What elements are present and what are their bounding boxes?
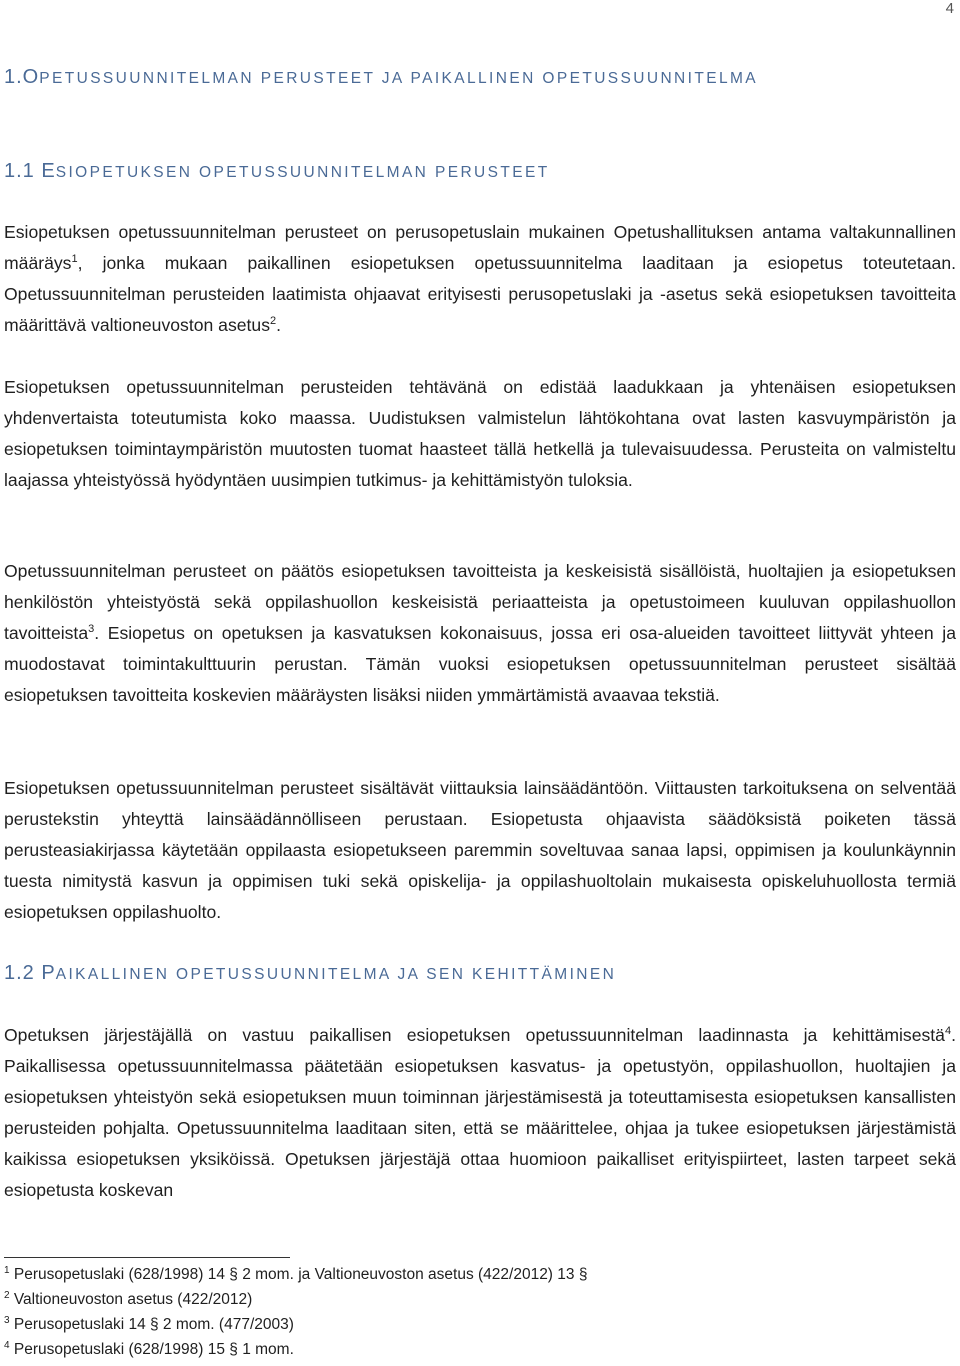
- section-heading-1-1-text: SIOPETUKSEN OPETUSSUUNNITELMAN PERUSTEET: [55, 164, 550, 181]
- section-heading-1-1-number: 1.1 E: [4, 160, 56, 182]
- paragraph-1-part-c: .: [276, 315, 282, 335]
- footnote-mark: 3: [4, 1315, 10, 1326]
- footnotes: [4, 1262, 904, 1362]
- footnote-mark: 2: [4, 1290, 10, 1301]
- footnote-1: [4, 1262, 904, 1287]
- paragraph-5-part-b: . Paikallisessa opetussuunnitelmassa päätetään esiopetuksen kasvatus- ja opetustyön, oppilashuollon, huoltajien ja esiopetuksen yhteistyön sekä esiopetuksen muun toiminnan järjestämisestä ja toteuttamisesta esiopetuksen kansallisten perusteiden pohjalta. Opetussuunnitelma laaditaan siten, että se määrittelee, ohjaa ja tukee esiopetuksen järjestämistä kaikissa esiopetuksen yksiköissä. Opetuksen järjestäjä ottaa huomioon paikalliset erityispiirteet, lasten tarpeet sekä esiopetusta koskevan: [4, 1025, 956, 1200]
- footnote-3: [4, 1312, 904, 1337]
- paragraph-1-part-b: , jonka mukaan paikallinen esiopetuksen opetussuunnitelma laaditaan ja esiopetus toteutetaan. Opetussuunnitelman perusteiden laatimista ohjaavat erityisesti perusopetuslaki ja -asetus sekä esiopetuksen tavoitteita määrittävä valtioneuvoston asetus: [4, 253, 956, 335]
- footnote-mark: 1: [4, 1265, 10, 1276]
- footnote-text: Perusopetuslaki (628/1998) 15 § 1 mom.: [9, 1341, 294, 1358]
- paragraph-2: Esiopetuksen opetussuunnitelman perusteiden tehtävänä on edistää laadukkaan ja yhtenäisen esiopetuksen yhdenvertaista toteutumista koko maassa. Uudistuksen valmistelun lähtökohtana ovat lasten kasvuympäristön ja esiopetuksen toimintaympäristön muutosten tuomat haasteet tällä hetkellä ja tulevaisuudessa. Perusteita on valmisteltu laajassa yhteistyössä hyödyntäen uusimpien tutkimus- ja kehittämistyön tuloksia.: [4, 377, 956, 490]
- paragraph-5-part-a: Opetuksen järjestäjällä on vastuu paikallisen esiopetuksen opetussuunnitelman laadinnasta ja kehittämisestä: [4, 1025, 945, 1045]
- section-heading-1-2: [4, 962, 616, 985]
- footnote-ref-1: 1: [71, 253, 78, 265]
- footnote-ref-4: 4: [944, 1025, 952, 1037]
- footnote-text: Perusopetuslaki (628/1998) 14 § 2 mom. ja Valtioneuvoston asetus (422/2012) 13 §: [9, 1266, 588, 1283]
- paragraph-1-part-a: Esiopetuksen opetussuunnitelman perusteet on perusopetuslain mukainen Opetushallituksen antama valtakunnallinen määräys: [4, 222, 956, 273]
- paragraph-3-part-b: . Esiopetus on opetuksen ja kasvatuksen kokonaisuus, jossa eri osa-alueiden tavoitteet liittyvät yhteen ja muodostavat toimintakulttuurin perustan. Tämän vuoksi esiopetuksen opetussuunnitelman perusteet sisältää esiopetuksen tavoitteita koskevien määräysten lisäksi niiden ymmärtämistä avaavaa tekstiä.: [4, 623, 956, 705]
- footnote-text: Perusopetuslaki 14 § 2 mom. (477/2003): [9, 1316, 294, 1333]
- paragraph-1: [4, 217, 956, 341]
- footnote-ref-2: 2: [270, 315, 277, 327]
- footnote-divider: [4, 1257, 290, 1258]
- section-heading-1-1: [4, 160, 550, 183]
- chapter-heading: [4, 66, 758, 89]
- footnote-text: Valtioneuvoston asetus (422/2012): [9, 1291, 253, 1308]
- footnote-ref-3: 3: [88, 623, 95, 635]
- section-heading-1-2-text: AIKALLINEN OPETUSSUUNNITELMA JA SEN KEHITTÄMINEN: [55, 966, 617, 983]
- chapter-heading-text: PETUSSUUNNITELMAN PERUSTEET JA PAIKALLINEN OPETUSSUUNNITELMA: [39, 70, 759, 87]
- paragraph-3: [4, 556, 956, 711]
- footnote-4: [4, 1337, 904, 1362]
- paragraph-3-part-a: Opetussuunnitelman perusteet on päätös esiopetuksen tavoitteista ja keskeisistä sisällöistä, huoltajien ja esiopetuksen henkilöstön yhteistyöstä sekä oppilashuollon keskeisistä periaatteista ja opetustoimeen kuuluvan oppilashuollon tavoitteista: [4, 561, 956, 643]
- chapter-heading-number: 1.O: [4, 66, 40, 88]
- paragraph-5: [4, 1020, 956, 1206]
- page-number: 4: [945, 0, 954, 17]
- footnote-mark: 4: [4, 1340, 10, 1351]
- paragraph-4: Esiopetuksen opetussuunnitelman perusteet sisältävät viittauksia lainsäädäntöön. Viittausten tarkoituksena on selventää perustekstin yhteyttä lainsäädännölliseen perustaan. Esiopetusta ohjaavista säädöksistä poiketen tässä perusteasiakirjassa käytetään oppilaasta esiopetukseen paremmin soveltuvaa sanaa lapsi, oppimisen ja koulunkäynnin tuesta nimitystä kasvun ja oppimisen tuki sekä opiskelija- ja oppilashuoltolain mukaisesta opiskeluhuollosta termiä esiopetuksen oppilashuolto.: [4, 778, 956, 922]
- section-heading-1-2-number: 1.2 P: [4, 962, 56, 984]
- footnote-2: [4, 1287, 904, 1312]
